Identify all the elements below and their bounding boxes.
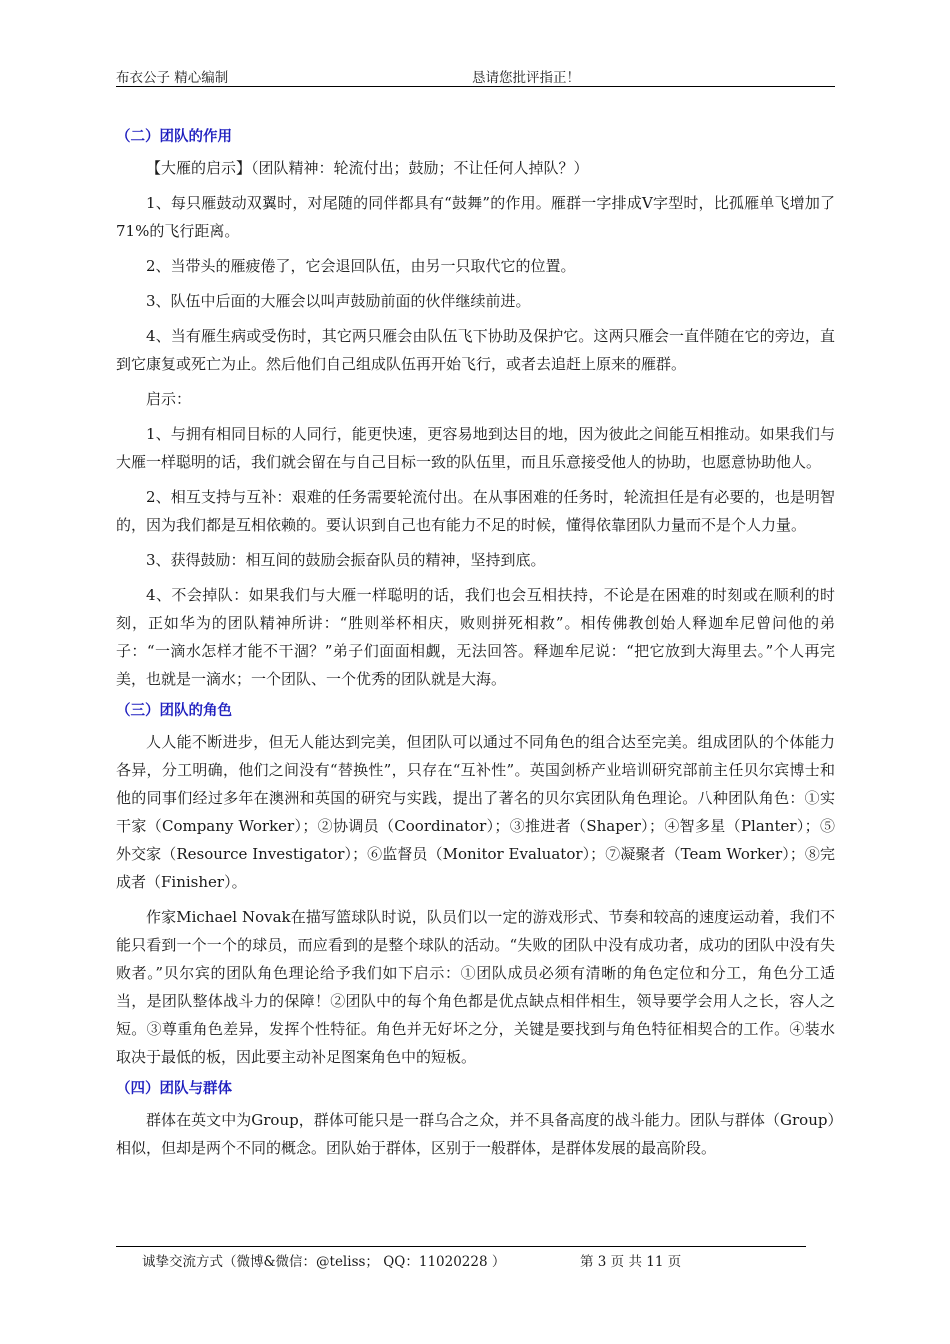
paragraph: 4、当有雁生病或受伤时，其它两只雁会由队伍飞下协助及保护它。这两只雁会一直伴随在它的旁边，直到它康复或死亡为止。然后他们自己组成队伍再开始飞行，或者去追赶上原来的雁群。 xyxy=(116,327,835,373)
section-heading: （四）团队与群体 xyxy=(116,1081,232,1097)
section-team-function xyxy=(116,126,835,693)
section-heading: （二）团队的作用 xyxy=(116,129,232,145)
paragraph: 2、当带头的雁疲倦了，它会退回队伍，由另一只取代它的位置。 xyxy=(146,257,576,275)
paragraph: 群体在英文中为Group，群体可能只是一群乌合之众，并不具备高度的战斗能力。团队与群体（Group）相似，但却是两个不同的概念。团队始于群体，区别于一般群体，是群体发展的最高阶段。 xyxy=(116,1111,835,1157)
paragraph: 【大雁的启示】（团队精神：轮流付出；鼓励；不让任何人掉队？） xyxy=(146,159,589,177)
footer-divider xyxy=(116,1246,806,1247)
paragraph: 2、相互支持与互补：艰难的任务需要轮流付出。在从事困难的任务时，轮流担任是有必要的，也是明智的，因为我们都是互相依赖的。要认识到自己也有能力不足的时候，懂得依靠团队力量而不是个人力量。 xyxy=(116,488,835,534)
paragraph: 3、队伍中后面的大雁会以叫声鼓励前面的伙伴继续前进。 xyxy=(146,292,531,310)
paragraph: 启示： xyxy=(146,390,192,408)
paragraph: 人人能不断进步，但无人能达到完美，但团队可以通过不同角色的组合达至完美。组成团队的个体能力各异，分工明确，他们之间没有“替换性”，只存在“互补性”。英国剑桥产业培训研究部前主任贝尔宾博士和他的同事们经过多年在澳洲和英国的研究与实践，提出了著名的贝尔宾团队角色理论。八种团队角色：①实干家（Company Worker）；②协调员（Coordinator）；③推进者（Shaper）；④智多星（Planter）；⑤外交家（Resource Investigator）；⑥监督员（Monitor Evaluator）；⑦凝聚者（Team Worker）；⑧完成者（Finisher）。 xyxy=(116,733,835,891)
paragraph: 1、与拥有相同目标的人同行，能更快速，更容易地到达目的地，因为彼此之间能互相推动。如果我们与大雁一样聪明的话，我们就会留在与自己目标一致的队伍里，而且乐意接受他人的协助，也愿意协助他人。 xyxy=(116,425,835,471)
section-team-roles xyxy=(116,700,835,1071)
header-author: 布衣公子 精心编制 xyxy=(116,70,229,86)
header-note: 恳请您批评指正！ xyxy=(472,70,580,86)
paragraph: 1、每只雁鼓动双翼时，对尾随的同伴都具有“鼓舞”的作用。雁群一字排成V字型时，比孤雁单飞增加了71%的飞行距离。 xyxy=(116,194,835,240)
section-team-vs-group xyxy=(116,1078,835,1162)
footer-page-number: 第 3 页 共 11 页 xyxy=(580,1254,682,1270)
document-body xyxy=(116,122,835,1169)
footer-contact: 诚挚交流方式（微博&微信：@teliss； QQ：11020228 ） xyxy=(142,1254,506,1270)
paragraph: 作家Michael Novak在描写篮球队时说，队员们以一定的游戏形式、节奏和较高的速度运动着，我们不能只看到一个一个的球员，而应看到的是整个球队的活动。“失败的团队中没有成功者，成功的团队中没有失败者。”贝尔宾的团队角色理论给予我们如下启示：①团队成员必须有清晰的角色定位和分工，角色分工适当，是团队整体战斗力的保障！②团队中的每个角色都是优点缺点相伴相生，领导要学会用人之长，容人之短。③尊重角色差异，发挥个性特征。角色并无好坏之分，关键是要找到与角色特征相契合的工作。④装水取决于最低的板，因此要主动补足图案角色中的短板。 xyxy=(116,908,835,1066)
section-heading: （三）团队的角色 xyxy=(116,703,232,719)
page-header xyxy=(116,64,835,87)
paragraph: 3、获得鼓励：相互间的鼓励会振奋队员的精神，坚持到底。 xyxy=(146,551,546,569)
paragraph: 4、不会掉队：如果我们与大雁一样聪明的话，我们也会互相扶持，不论是在困难的时刻或在顺利的时刻，正如华为的团队精神所讲：“胜则举杯相庆，败则拼死相救”。相传佛教创始人释迦牟尼曾问他的弟子：“一滴水怎样才能不干涸？”弟子们面面相觑，无法回答。释迦牟尼说：“把它放到大海里去。”个人再完美，也就是一滴水；一个团队、一个优秀的团队就是大海。 xyxy=(116,586,835,688)
